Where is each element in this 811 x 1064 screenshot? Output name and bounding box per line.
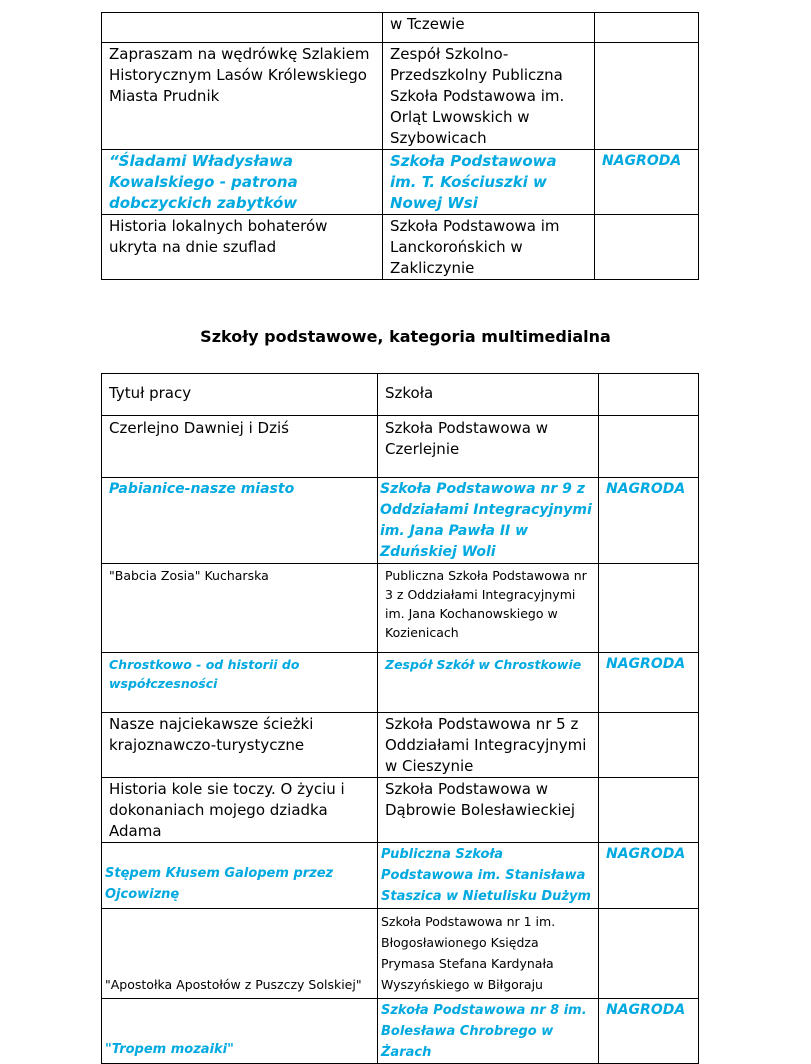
table-row: [102, 13, 699, 43]
title-cell: Stępem Kłusem Galopem przez Ojcowiznę: [102, 843, 378, 909]
table-row: [102, 564, 699, 653]
school-cell: Zespół Szkolno-Przedszkolny Publiczna Szkoła Podstawowa im. Orląt Lwowskich w Szybowicach: [383, 43, 595, 150]
table-row: [102, 43, 699, 150]
title-cell: [102, 13, 383, 43]
section-heading: Szkoły podstawowe, kategoria multimedialna: [200, 327, 611, 346]
title-cell: Nasze najciekawsze ścieżki krajoznawczo-turystyczne: [102, 713, 378, 778]
school-cell: Szkoła Podstawowa nr 1 im. Błogosławionego Księdza Prymasa Stefana Kardynała Wyszyńskiego w Biłgoraju: [378, 909, 599, 999]
award-cell: [599, 713, 699, 778]
award-cell: [599, 564, 699, 653]
award-cell: [595, 215, 699, 280]
title-cell: Historia lokalnych bohaterów ukryta na dnie szuflad: [102, 215, 383, 280]
title-cell: “Śladami Władysława Kowalskiego - patrona dobczyckich zabytków: [102, 150, 383, 215]
title-cell: Chrostkowo - od historii do współczesności: [102, 653, 378, 713]
table-row: [102, 653, 699, 713]
table-row: [102, 713, 699, 778]
award-cell: [599, 778, 699, 843]
title-cell: Czerlejno Dawniej i Dziś: [102, 416, 378, 478]
table-row: [102, 999, 699, 1064]
table-row: [102, 778, 699, 843]
table-row: [102, 150, 699, 215]
title-cell: "Apostołka Apostołów z Puszczy Solskiej": [102, 909, 378, 999]
multimedia-category-table: [101, 373, 699, 1064]
award-cell: NAGRODA: [599, 478, 699, 564]
title-cell: "Babcia Zosia" Kucharska: [102, 564, 378, 653]
award-cell: NAGRODA: [595, 150, 699, 215]
school-cell: Publiczna Szkoła Podstawowa nr 3 z Oddziałami Integracyjnymi im. Jana Kochanowskiego w Kozienicach: [378, 564, 599, 653]
school-cell: Szkoła Podstawowa im Lanckorońskich w Zakliczynie: [383, 215, 595, 280]
table-row: [102, 416, 699, 478]
header-school-cell: Szkoła: [378, 374, 599, 416]
header-award-cell: [599, 374, 699, 416]
table-row: [102, 909, 699, 999]
award-cell: NAGRODA: [599, 999, 699, 1064]
school-cell: Szkoła Podstawowa nr 8 im. Bolesława Chrobrego w Żarach: [378, 999, 599, 1064]
school-cell: Szkoła Podstawowa nr 5 z Oddziałami Integracyjnymi w Cieszynie: [378, 713, 599, 778]
school-cell: Szkoła Podstawowa w Czerlejnie: [378, 416, 599, 478]
award-cell: NAGRODA: [599, 653, 699, 713]
title-cell: "Tropem mozaiki": [102, 999, 378, 1064]
title-cell: Historia kole sie toczy. O życiu i dokonaniach mojego dziadka Adama: [102, 778, 378, 843]
school-cell: Zespół Szkół w Chrostkowie: [378, 653, 599, 713]
school-cell: Szkoła Podstawowa nr 9 z Oddziałami Integracyjnymi im. Jana Pawła II w Zduńskiej Woli: [378, 478, 599, 564]
award-cell: [599, 909, 699, 999]
header-title-cell: Tytuł pracy: [102, 374, 378, 416]
award-cell: [595, 13, 699, 43]
table-row: [102, 843, 699, 909]
title-cell: Zapraszam na wędrówkę Szlakiem Historycznym Lasów Królewskiego Miasta Prudnik: [102, 43, 383, 150]
school-cell: w Tczewie: [383, 13, 595, 43]
award-cell: NAGRODA: [599, 843, 699, 909]
table-row: [102, 215, 699, 280]
table-row: [102, 478, 699, 564]
school-cell: Publiczna Szkoła Podstawowa im. Stanisława Staszica w Nietulisku Dużym: [378, 843, 599, 909]
award-cell: [595, 43, 699, 150]
table-header-row: [102, 374, 699, 416]
previous-category-table: [101, 12, 699, 280]
award-cell: [599, 416, 699, 478]
school-cell: Szkoła Podstawowa im. T. Kościuszki w Nowej Wsi: [383, 150, 595, 215]
school-cell: Szkoła Podstawowa w Dąbrowie Bolesławieckiej: [378, 778, 599, 843]
title-cell: Pabianice-nasze miasto: [102, 478, 378, 564]
